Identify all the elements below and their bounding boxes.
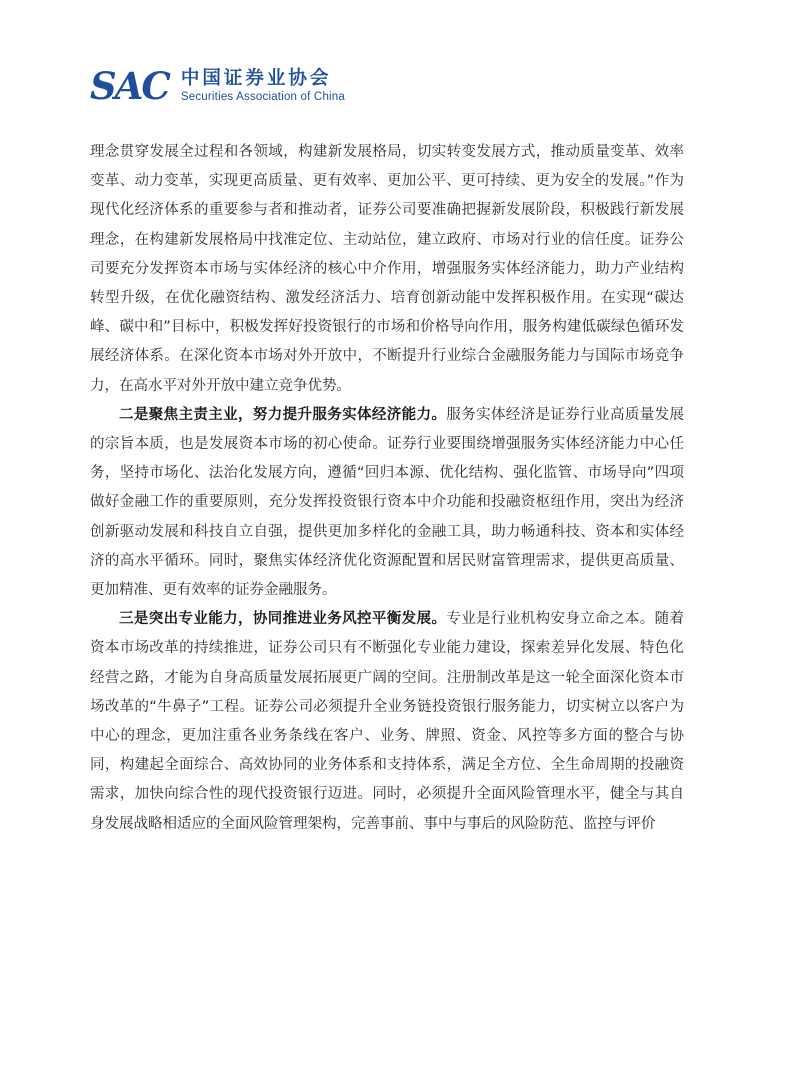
org-name-en: Securities Association of China xyxy=(180,91,345,103)
document-body xyxy=(90,138,684,839)
paragraph-2-lead: 二是聚焦主责主业，努力提升服务实体经济能力。 xyxy=(119,406,447,423)
paragraph-1 xyxy=(90,138,684,401)
org-name-cn: 中国证券业协会 xyxy=(180,68,332,89)
sac-logo: SAC xyxy=(90,64,169,108)
paragraph-2 xyxy=(90,401,684,605)
paragraph-1-text: 理念贯穿发展全过程和各领域，构建新发展格局，切实转变发展方式，推动质量变革、效率变革、动力变革，实现更高质量、更有效率、更加公平、更可持续、更为安全的发展。”作为现代化经济体系的重要参与者和推动者，证券公司要准确把握新发展阶段，积极践行新发展理念，在构建新发展格局中找准定位、主动站位，建立政府、市场对行业的信任度。证券公司要充分发挥资本市场与实体经济的核心中介作用，增强服务实体经济能力，助力产业结构转型升级，在优化融资结构、激发经济活力、培育创新动能中发挥积极作用。在实现“碳达峰、碳中和”目标中，积极发挥好投资银行的市场和价格导向作用，服务构建低碳绿色循环发展经济体系。在深化资本市场对外开放中，不断提升行业综合金融服务能力与国际市场竞争力，在高水平对外开放中建立竞争优势。 xyxy=(90,144,684,394)
paragraph-3 xyxy=(90,605,684,839)
logo-text xyxy=(181,68,345,104)
paragraph-3-lead: 三是突出专业能力，协同推进业务风控平衡发展。 xyxy=(119,611,447,628)
header xyxy=(90,66,345,106)
paragraph-2-text: 服务实体经济是证券行业高质量发展的宗旨本质，也是发展资本市场的初心使命。证券行业要围绕增强服务实体经济能力中心任务，坚持市场化、法治化发展方向，遵循“回归本源、优化结构、强化监管、市场导向”四项做好金融工作的重要原则，充分发挥投资银行资本中介功能和投融资枢纽作用，突出为经济创新驱动发展和科技自立自强，提供更加多样化的金融工具，助力畅通科技、资本和实体经济的高水平循环。同时，聚焦实体经济优化资源配置和居民财富管理需求，提供更高质量、更加精准、更有效率的证券金融服务。 xyxy=(90,406,685,599)
paragraph-3-text: 专业是行业机构安身立命之本。随着资本市场改革的持续推进，证券公司只有不断强化专业能力建设，探索差异化发展、特色化经营之路，才能为自身高质量发展拓展更广阔的空间。注册制改革是这一轮全面深化资本市场改革的“牛鼻子”工程。证券公司必须提升全业务链投资银行服务能力，切实树立以客户为中心的理念，更加注重各业务条线在客户、业务、牌照、资金、风控等多方面的整合与协同，构建起全面综合、高效协同的业务体系和支持体系，满足全方位、全生命周期的投融资需求，加快向综合性的现代投资银行迈进。同时，必须提升全面风险管理水平，健全与其自身发展战略相适应的全面风险管理架构，完善事前、事中与事后的风险防范、监控与评价 xyxy=(90,611,685,832)
